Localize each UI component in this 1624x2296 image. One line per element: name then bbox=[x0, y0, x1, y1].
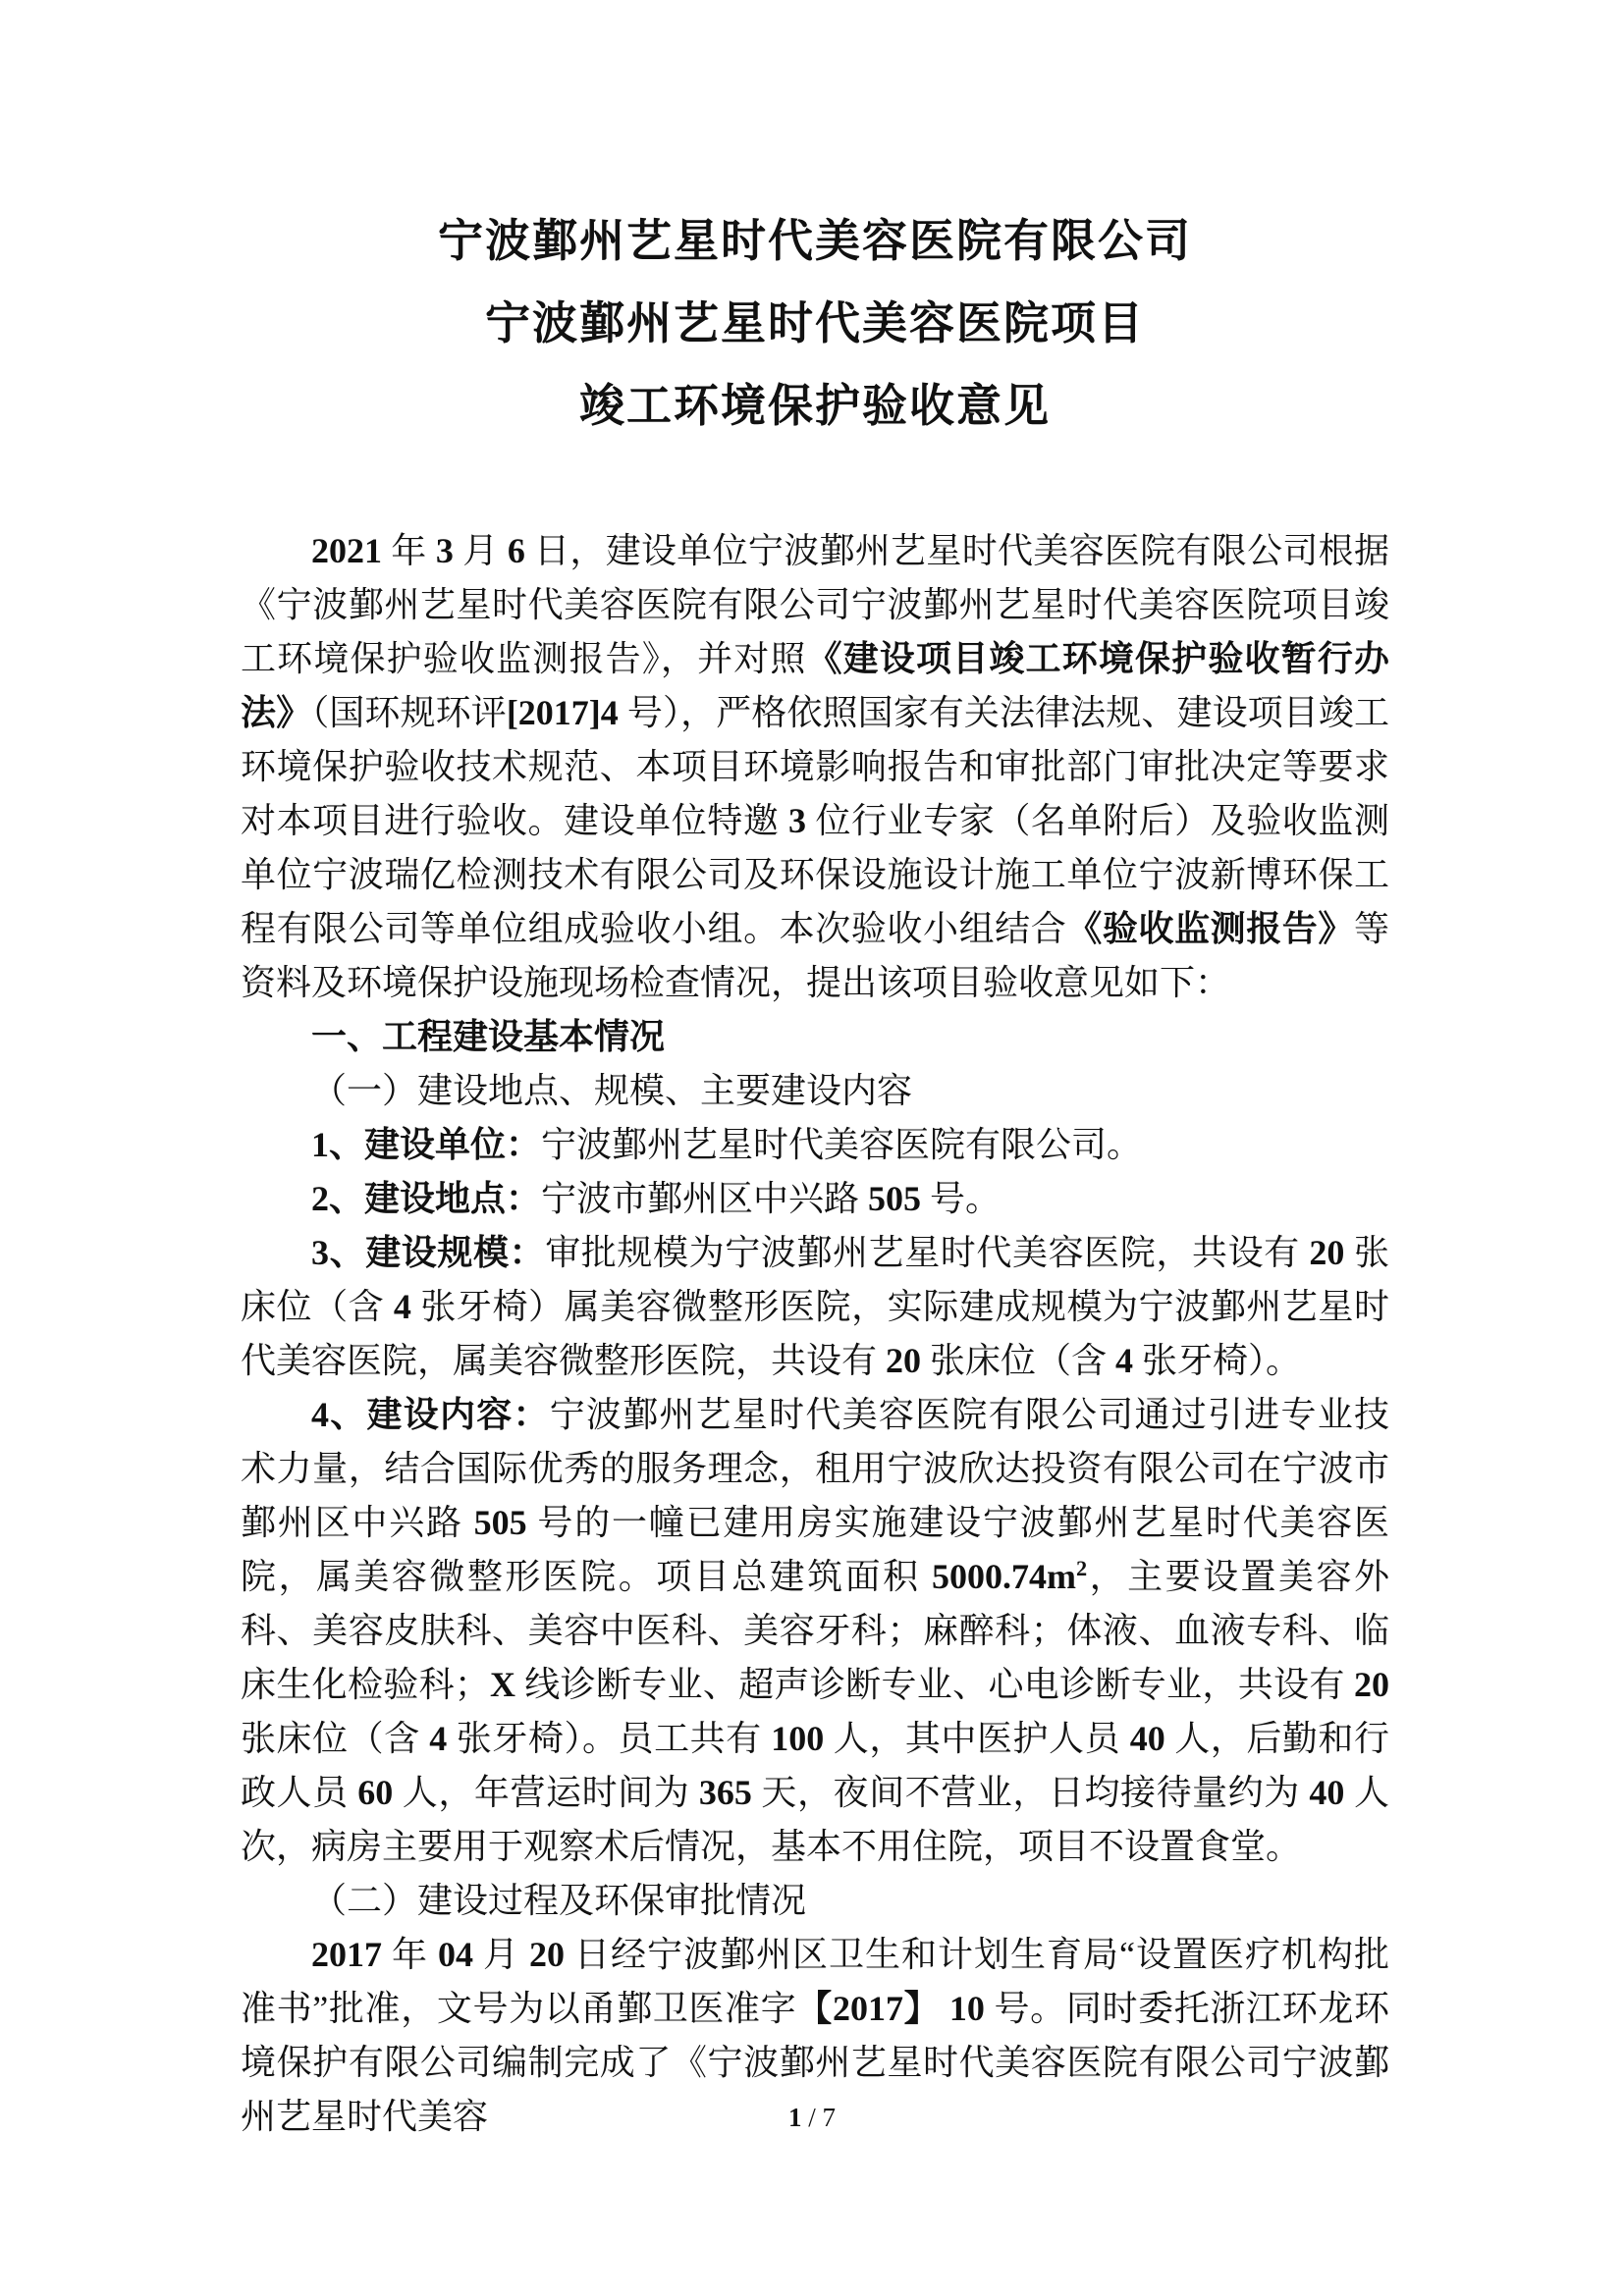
page-footer bbox=[0, 2101, 1624, 2134]
section-heading-1: 一、工程建设基本情况 bbox=[311, 1017, 666, 1056]
document-title bbox=[241, 0, 1389, 448]
title-line-company: 宁波鄞州艺星时代美容医院有限公司 bbox=[438, 216, 1192, 266]
title-line-subject: 竣工环境保护验收意见 bbox=[579, 381, 1051, 431]
document-body bbox=[241, 524, 1389, 2144]
item-construction-scale: 3、建设规模：审批规模为宁波鄞州艺星时代美容医院，共设有 20 张床位（含 4 张牙椅）属美容微整形医院，实际建成规模为宁波鄞州艺星时代美容医院，属美容微整形医院，共设有 20 张床位（含 4 张牙椅）。 bbox=[241, 1233, 1389, 1380]
document-content bbox=[241, 0, 1389, 2144]
intro-paragraph: 2021 年 3 月 6 日，建设单位宁波鄞州艺星时代美容医院有限公司根据《宁波鄞州艺星时代美容医院有限公司宁波鄞州艺星时代美容医院项目竣工环境保护验收监测报告》，并对照《建设项目竣工环境保护验收暂行办法》（国环规环评[2017]4 号），严格依照国家有关法律法规、建设项目竣工环境保护验收技术规范、本项目环境影响报告和审批部门审批决定等要求对本项目进行验收。建设单位特邀 3 位行业专家（名单附后）及验收监测单位宁波瑞亿检测技术有限公司及环保设施设计施工单位宁波新博环保工程有限公司等单位组成验收小组。本次验收小组结合《验收监测报告》等资料及环境保护设施现场检查情况，提出该项目验收意见如下： bbox=[241, 531, 1389, 1002]
subsection-heading-1-1: （一）建设地点、规模、主要建设内容 bbox=[311, 1071, 913, 1110]
page-number: 1 / 7 bbox=[787, 2103, 836, 2132]
subsection-heading-1-2: （二）建设过程及环保审批情况 bbox=[311, 1881, 807, 1920]
item-construction-content: 4、建设内容：宁波鄞州艺星时代美容医院有限公司通过引进专业技术力量，结合国际优秀的服务理念，租用宁波欣达投资有限公司在宁波市鄞州区中兴路 505 号的一幢已建用房实施建设宁波鄞州艺星时代美容医院，属美容微整形医院。项目总建筑面积 $5000.74m^2$，主要设置美容外科、美容皮肤科、美容中医科、美容牙科；麻醉科；体液、血液专科、临床生化检验科；X 线诊断专业、超声诊断专业、心电诊断专业，共设有 20 张床位（含 4 张牙椅）。员工共有 100 人，其中医护人员 40 人，后勤和行政人员 60 人，年营运时间为 365 天，夜间不营业，日均接待量约为 40 人次，病房主要用于观察术后情况，基本不用住院，项目不设置食堂。 bbox=[241, 1395, 1389, 1866]
item-construction-unit: 1、建设单位：宁波鄞州艺星时代美容医院有限公司。 bbox=[311, 1125, 1143, 1164]
item-construction-site: 2、建设地点：宁波市鄞州区中兴路 505 号。 bbox=[311, 1179, 1001, 1218]
approval-paragraph: 2017 年 04 月 20 日经宁波鄞州区卫生和计划生育局“设置医疗机构批准书”批准，文号为以甬鄞卫医准字【2017】 10 号。同时委托浙江环龙环境保护有限公司编制完成了《宁波鄞州艺星时代美容医院有限公司宁波鄞州艺星时代美容 bbox=[241, 1935, 1389, 2136]
title-line-project: 宁波鄞州艺星时代美容医院项目 bbox=[485, 298, 1145, 348]
